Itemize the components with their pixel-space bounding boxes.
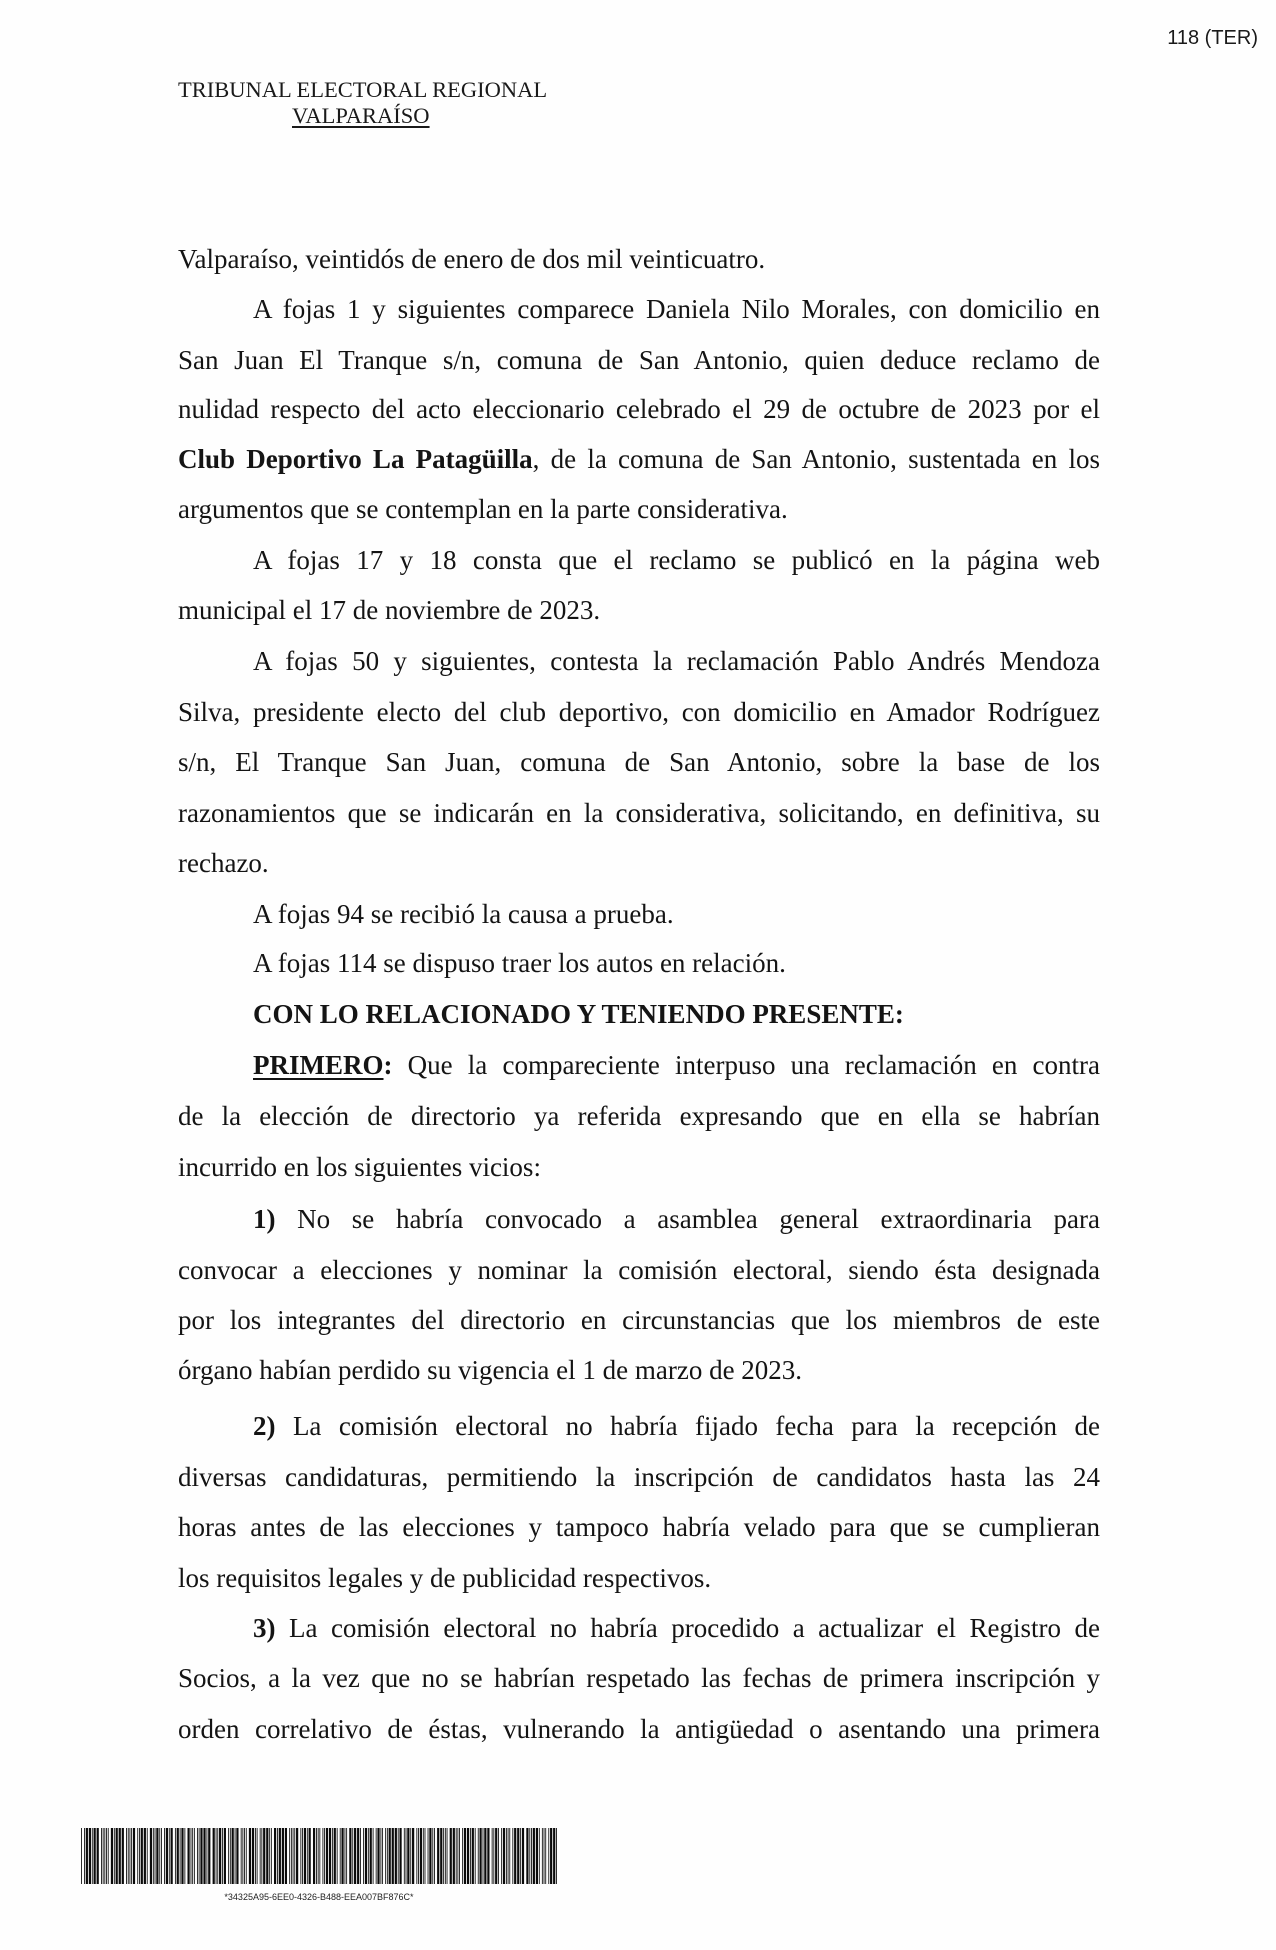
- barcode-bar: [241, 1828, 242, 1884]
- barcode-bar: [395, 1828, 397, 1884]
- barcode-bar: [392, 1828, 394, 1884]
- barcode-bar: [169, 1828, 170, 1884]
- paragraph-3-line-1: A fojas 50 y siguientes, contesta la reclamación Pablo Andrés Mendoza: [253, 646, 1100, 676]
- barcode-bar: [352, 1828, 353, 1884]
- barcode-bar: [155, 1828, 156, 1884]
- barcode-bar: [235, 1828, 236, 1884]
- barcode-bar: [97, 1828, 99, 1884]
- primero-colon: :: [383, 1050, 393, 1080]
- barcode-bar: [285, 1828, 287, 1884]
- paragraph-4: A fojas 94 se recibió la causa a prueba.: [253, 899, 674, 929]
- primero-label: PRIMERO: [253, 1050, 384, 1080]
- barcode-bar: [470, 1828, 471, 1884]
- primero-line-2: de la elección de directorio ya referida expresando que en ella se habrían: [178, 1101, 1100, 1131]
- barcode-bar: [429, 1828, 431, 1884]
- barcode-bar: [508, 1828, 509, 1884]
- barcode-bar: [326, 1828, 328, 1884]
- date-line: Valparaíso, veintidós de enero de dos mil veinticuatro.: [178, 244, 766, 274]
- barcode-bar: [150, 1828, 152, 1884]
- barcode-bar: [345, 1828, 346, 1884]
- barcode-bar: [467, 1828, 469, 1884]
- barcode-bar: [126, 1828, 127, 1884]
- barcode-bar: [363, 1828, 364, 1884]
- barcode-bar: [542, 1828, 543, 1884]
- barcode-bar: [103, 1828, 104, 1884]
- barcode-bar: [472, 1828, 474, 1884]
- barcode-bar: [501, 1828, 502, 1884]
- barcode-bar: [304, 1828, 306, 1884]
- barcode-bar: [242, 1828, 243, 1884]
- barcode-bar: [94, 1828, 96, 1884]
- item-3-line-3: orden correlativo de éstas, vulnerando la antigüedad o asentando una primera: [178, 1714, 1100, 1744]
- barcode-bar: [545, 1828, 546, 1884]
- barcode-bar: [296, 1828, 298, 1884]
- barcode-bar: [307, 1828, 308, 1884]
- barcode-bar: [533, 1828, 535, 1884]
- barcode-bar: [332, 1828, 333, 1884]
- barcode-caption: *34325A95-6EE0-4326-B488-EEA007BF876C*: [224, 1892, 414, 1902]
- barcode-bar: [406, 1828, 407, 1884]
- barcode-bar: [357, 1828, 359, 1884]
- barcode-bar: [119, 1828, 121, 1884]
- barcode-bar: [300, 1828, 301, 1884]
- paragraph-1-line-2: San Juan El Tranque s/n, comuna de San Antonio, quien deduce reclamo de: [178, 345, 1100, 375]
- barcode-bar: [447, 1828, 448, 1884]
- barcode-bar: [180, 1828, 181, 1884]
- item-1-number: 1): [253, 1204, 276, 1234]
- barcode-bar: [453, 1828, 455, 1884]
- barcode-bar: [279, 1828, 281, 1884]
- barcode-bar: [260, 1828, 261, 1884]
- barcode-bar: [399, 1828, 401, 1884]
- barcode-bar: [462, 1828, 463, 1884]
- barcode-bar: [475, 1828, 476, 1884]
- barcode-bar: [556, 1828, 557, 1884]
- item-2-line-1-text: La comisión electoral no habría fijado fecha para la recepción de: [275, 1411, 1100, 1441]
- page-number: 118 (TER): [1167, 27, 1258, 49]
- barcode-bar: [177, 1828, 179, 1884]
- barcode-bar: [302, 1828, 303, 1884]
- barcode-bar: [144, 1828, 146, 1884]
- barcode-bar: [133, 1828, 135, 1884]
- barcode-bar: [108, 1828, 109, 1884]
- barcode-bar: [509, 1828, 510, 1884]
- barcode-bar: [106, 1828, 107, 1884]
- barcode-bar: [480, 1828, 482, 1884]
- barcode-bar: [464, 1828, 466, 1884]
- barcode-bar: [159, 1828, 160, 1884]
- paragraph-5: A fojas 114 se dispuso traer los autos en relación.: [253, 948, 786, 978]
- barcode-bar: [445, 1828, 446, 1884]
- barcode-bar: [341, 1828, 343, 1884]
- barcode-bar: [266, 1828, 268, 1884]
- barcode-bar: [294, 1828, 295, 1884]
- barcode-bar: [478, 1828, 479, 1884]
- barcode-bar: [349, 1828, 351, 1884]
- barcode-bar: [203, 1828, 205, 1884]
- barcode-bar: [199, 1828, 200, 1884]
- barcode-bar: [318, 1828, 319, 1884]
- barcode-bar: [153, 1828, 154, 1884]
- barcode-bar: [236, 1828, 238, 1884]
- paragraph-1-line-1: A fojas 1 y siguientes comparece Daniela Nilo Morales, con domicilio en: [253, 294, 1100, 324]
- barcode-bar: [404, 1828, 405, 1884]
- barcode-bar: [428, 1828, 429, 1884]
- barcode-bar: [456, 1828, 457, 1884]
- barcode-bar: [114, 1828, 115, 1884]
- barcode-bar: [410, 1828, 411, 1884]
- barcode-bar: [514, 1828, 516, 1884]
- paragraph-1-line-3: nulidad respecto del acto eleccionario celebrado el 29 de octubre de 2023 por el: [178, 394, 1100, 424]
- barcode-bar: [263, 1828, 265, 1884]
- barcode-bar: [216, 1828, 217, 1884]
- barcode-bar: [440, 1828, 442, 1884]
- barcode-bar: [219, 1828, 221, 1884]
- barcode-bar: [319, 1828, 320, 1884]
- barcode-bar: [503, 1828, 505, 1884]
- paragraph-3-line-4: razonamientos que se indicarán en la considerativa, solicitando, en definitiva, su: [178, 798, 1100, 828]
- barcode-bar: [224, 1828, 226, 1884]
- item-2-line-3: horas antes de las elecciones y tampoco habría velado para que se cumplieran: [178, 1512, 1100, 1542]
- barcode-bar: [450, 1828, 452, 1884]
- barcode-bar: [92, 1828, 93, 1884]
- barcode-bar: [111, 1828, 113, 1884]
- barcode-bar: [309, 1828, 311, 1884]
- paragraph-3-line-3: s/n, El Tranque San Juan, comuna de San Antonio, sobre la base de los: [178, 747, 1100, 777]
- barcode-bar: [181, 1828, 183, 1884]
- barcode-bar: [365, 1828, 367, 1884]
- barcode-bar: [131, 1828, 132, 1884]
- barcode-bar: [206, 1828, 207, 1884]
- primero-line-1-text: Que la compareciente interpuso una reclamación en contra: [392, 1050, 1100, 1080]
- item-2-number: 2): [253, 1411, 276, 1441]
- item-3-number: 3): [253, 1613, 276, 1643]
- barcode-bar: [164, 1828, 165, 1884]
- barcode-bar: [322, 1828, 323, 1884]
- barcode-bar: [346, 1828, 347, 1884]
- barcode-bar: [380, 1828, 381, 1884]
- barcode-bar: [520, 1828, 521, 1884]
- barcode-bar: [116, 1828, 118, 1884]
- barcode-bar: [271, 1828, 272, 1884]
- barcode-bar: [544, 1828, 545, 1884]
- barcode-bar: [432, 1828, 433, 1884]
- barcode-bar: [232, 1828, 234, 1884]
- barcode-bar: [418, 1828, 419, 1884]
- barcode-bar: [373, 1828, 374, 1884]
- barcode-bar: [457, 1828, 458, 1884]
- paragraph-3-line-5: rechazo.: [178, 848, 269, 878]
- barcode-bar: [498, 1828, 499, 1884]
- barcode-bar: [517, 1828, 519, 1884]
- barcode-bar: [398, 1828, 399, 1884]
- barcode-bar: [257, 1828, 258, 1884]
- barcode-bar: [246, 1828, 247, 1884]
- barcode-bar: [526, 1828, 528, 1884]
- barcode-bar: [329, 1828, 331, 1884]
- barcode-bar: [506, 1828, 507, 1884]
- barcode-bar: [122, 1828, 124, 1884]
- barcode-bar: [536, 1828, 538, 1884]
- barcode-bar: [334, 1828, 336, 1884]
- barcode-bar: [443, 1828, 444, 1884]
- barcode-bar: [197, 1828, 198, 1884]
- item-1-line-1-text: No se habría convocado a asamblea general extraordinaria para: [275, 1204, 1100, 1234]
- barcode-bar: [261, 1828, 262, 1884]
- barcode-bar: [255, 1828, 256, 1884]
- barcode-bar: [492, 1828, 493, 1884]
- barcode-bar: [137, 1828, 138, 1884]
- barcode-bar: [483, 1828, 484, 1884]
- barcode-bar: [208, 1828, 210, 1884]
- barcode-bar: [522, 1828, 524, 1884]
- item-2-line-1: [178, 1409, 1100, 1443]
- item-1-line-3: por los integrantes del directorio en circunstancias que los miembros de este: [178, 1305, 1100, 1335]
- barcode-bar: [382, 1828, 383, 1884]
- barcode-bar: [531, 1828, 532, 1884]
- barcode-bar: [269, 1828, 270, 1884]
- paragraph-1-line-5: argumentos que se contemplan en la parte considerativa.: [178, 494, 788, 524]
- barcode-bar: [550, 1828, 552, 1884]
- barcode-bar: [553, 1828, 555, 1884]
- barcode-bar: [244, 1828, 245, 1884]
- paragraph-1-line-4-text: , de la comuna de San Antonio, sustentada en los: [532, 444, 1100, 474]
- barcode-bar: [274, 1828, 276, 1884]
- barcode-bar: [370, 1828, 372, 1884]
- barcode-bar: [184, 1828, 185, 1884]
- barcode-bar: [493, 1828, 494, 1884]
- item-1-line-1: [178, 1202, 1100, 1236]
- item-2-line-4: los requisitos legales y de publicidad respectivos.: [178, 1563, 712, 1593]
- header-city: VALPARAÍSO: [292, 103, 430, 128]
- barcode-bar: [354, 1828, 356, 1884]
- barcode-bar: [316, 1828, 317, 1884]
- barcode-bar: [412, 1828, 414, 1884]
- barcode-bar: [368, 1828, 369, 1884]
- barcode-bar: [293, 1828, 294, 1884]
- paragraph-2-line-2: municipal el 17 de noviembre de 2023.: [178, 595, 601, 625]
- barcode-bar: [420, 1828, 422, 1884]
- barcode-bar: [282, 1828, 284, 1884]
- barcode-bars: [81, 1828, 557, 1884]
- paragraph-2-line-1: A fojas 17 y 18 consta que el reclamo se publicó en la página web: [253, 545, 1100, 575]
- barcode-bar: [291, 1828, 292, 1884]
- barcode-bar: [194, 1828, 195, 1884]
- barcode-bar: [437, 1828, 439, 1884]
- primero-line-3: incurrido en los siguientes vicios:: [178, 1152, 541, 1182]
- barcode-bar: [387, 1828, 388, 1884]
- barcode-bar: [230, 1828, 231, 1884]
- barcode-bar: [434, 1828, 435, 1884]
- barcode: [81, 1828, 557, 1903]
- barcode-bar: [495, 1828, 497, 1884]
- barcode-bar: [484, 1828, 486, 1884]
- item-1-line-2: convocar a elecciones y nominar la comisión electoral, siendo ésta designada: [178, 1255, 1100, 1285]
- barcode-bar: [200, 1828, 202, 1884]
- barcode-bar: [389, 1828, 391, 1884]
- item-3-line-2: Socios, a la vez que no se habrían respetado las fechas de primera inscripción y: [178, 1663, 1100, 1693]
- barcode-bar: [228, 1828, 229, 1884]
- barcode-bar: [277, 1828, 278, 1884]
- barcode-bar: [459, 1828, 460, 1884]
- barcode-bar: [128, 1828, 129, 1884]
- barcode-bar: [187, 1828, 189, 1884]
- barcode-bar: [86, 1828, 88, 1884]
- header-institution: TRIBUNAL ELECTORAL REGIONAL: [178, 77, 548, 102]
- item-3-line-1-text: La comisión electoral no habría procedido a actualizar el Registro de: [275, 1613, 1100, 1643]
- barcode-bar: [166, 1828, 168, 1884]
- barcode-bar: [213, 1828, 215, 1884]
- barcode-bar: [385, 1828, 386, 1884]
- barcode-bar: [377, 1828, 379, 1884]
- barcode-bar: [249, 1828, 251, 1884]
- barcode-bar: [171, 1828, 173, 1884]
- barcode-bar: [84, 1828, 85, 1884]
- barcode-bar: [81, 1828, 82, 1884]
- barcode-bar: [416, 1828, 417, 1884]
- barcode-bar: [487, 1828, 489, 1884]
- barcode-bar: [512, 1828, 513, 1884]
- barcode-bar: [156, 1828, 158, 1884]
- barcode-bar: [104, 1828, 105, 1884]
- barcode-bar: [289, 1828, 290, 1884]
- barcode-bar: [89, 1828, 91, 1884]
- barcode-bar: [161, 1828, 162, 1884]
- primero-line-1: [178, 1048, 1100, 1082]
- barcode-bar: [192, 1828, 193, 1884]
- barcode-bar: [147, 1828, 148, 1884]
- barcode-bar: [407, 1828, 409, 1884]
- barcode-bar: [252, 1828, 254, 1884]
- barcode-bar: [222, 1828, 223, 1884]
- barcode-bar: [337, 1828, 338, 1884]
- barcode-bar: [529, 1828, 530, 1884]
- club-name: Club Deportivo La Patagüilla: [178, 444, 533, 474]
- barcode-bar: [425, 1828, 426, 1884]
- barcode-bar: [360, 1828, 361, 1884]
- barcode-bar: [313, 1828, 315, 1884]
- barcode-bar: [191, 1828, 192, 1884]
- paragraph-1-line-4: [178, 442, 1100, 476]
- barcode-bar: [175, 1828, 176, 1884]
- barcode-bar: [548, 1828, 549, 1884]
- barcode-bar: [376, 1828, 377, 1884]
- barcode-bar: [141, 1828, 143, 1884]
- section-heading: CON LO RELACIONADO Y TENIENDO PRESENTE:: [253, 999, 904, 1029]
- paragraph-3-line-2: Silva, presidente electo del club deportivo, con domicilio en Amador Rodríguez: [178, 697, 1100, 727]
- barcode-bar: [130, 1828, 131, 1884]
- barcode-bar: [539, 1828, 540, 1884]
- barcode-bar: [139, 1828, 140, 1884]
- barcode-bar: [423, 1828, 424, 1884]
- barcode-bar: [340, 1828, 341, 1884]
- barcode-bar: [217, 1828, 218, 1884]
- barcode-bar: [324, 1828, 325, 1884]
- item-3-line-1: [178, 1611, 1100, 1645]
- barcode-bar: [101, 1828, 102, 1884]
- item-1-line-4: órgano habían perdido su vigencia el 1 de marzo de 2023.: [178, 1355, 803, 1385]
- item-2-line-2: diversas candidaturas, permitiendo la inscripción de candidatos hasta las 24: [178, 1462, 1100, 1492]
